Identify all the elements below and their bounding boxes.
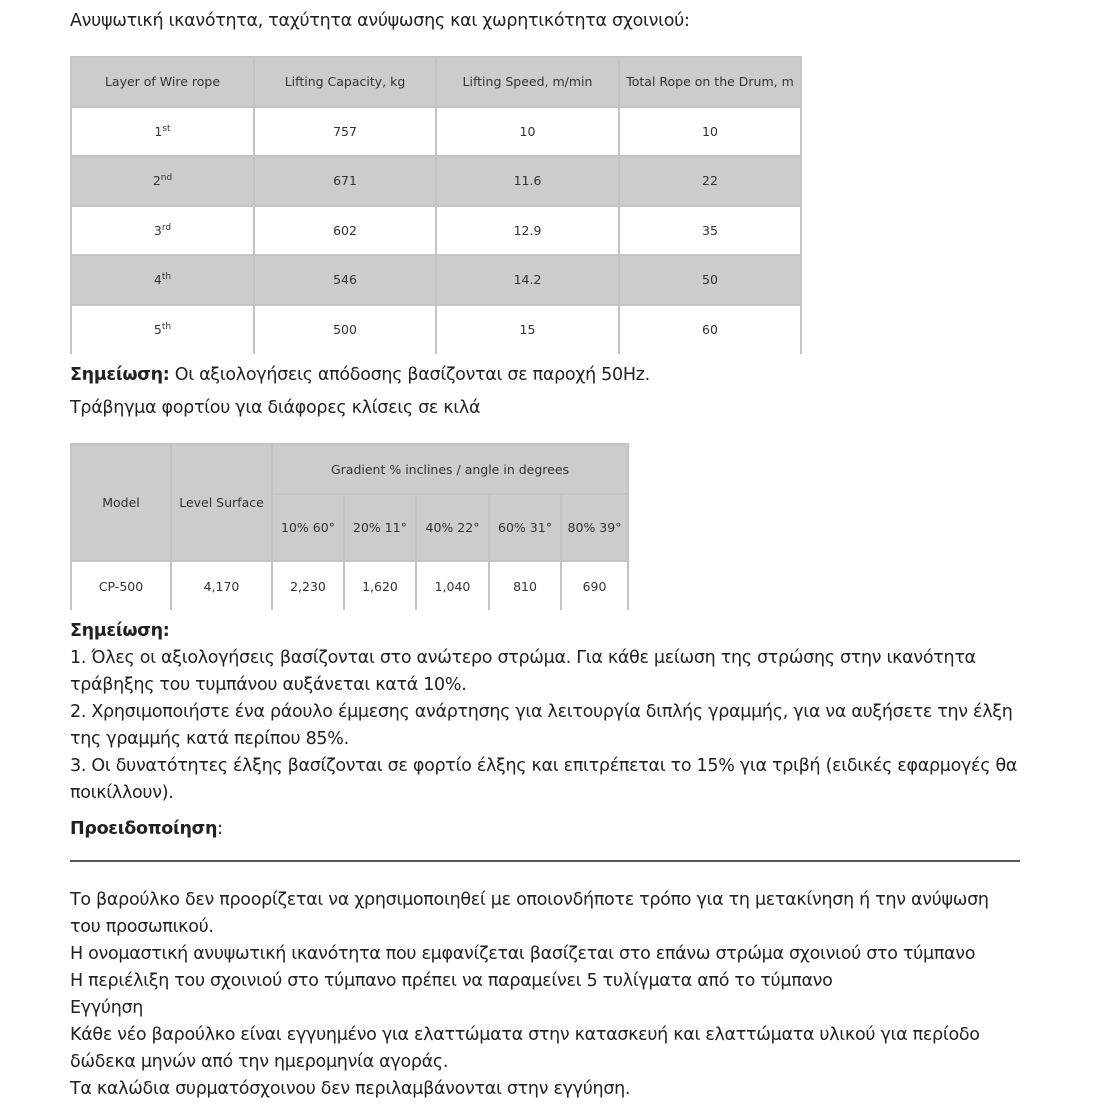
warning-body — [70, 887, 1020, 1103]
table-row — [71, 561, 628, 610]
cell-model: CP-500 — [71, 561, 171, 610]
cell-layer: 3rd — [71, 206, 254, 256]
cell-layer: 5th — [71, 305, 254, 355]
note-text: Οι αξιολογήσεις απόδοσης βασίζονται σε παροχή 50Hz. — [169, 365, 650, 385]
cell-speed: 15 — [436, 305, 619, 355]
warranty-line: Τα καλώδια συρματόσχοινου δεν περιλαμβάνονται στην εγγύηση. — [70, 1079, 631, 1099]
load-pull-table — [70, 443, 629, 610]
notes-label: Σημείωση: — [70, 621, 170, 641]
cell-rope: 35 — [619, 206, 801, 256]
warranty-heading: Εγγύηση — [70, 998, 144, 1018]
warning-label: Προειδοποίηση — [70, 819, 218, 839]
table-row — [71, 156, 801, 206]
cell-level: 4,170 — [171, 561, 272, 610]
header-speed: Lifting Speed, m/min — [436, 57, 619, 107]
cell-rope: 22 — [619, 156, 801, 206]
header-layer: Layer of Wire rope — [71, 57, 254, 107]
warning-line: Η περιέλιξη του σχοινιού στο τύμπανο πρέπει να παραμείνει 5 τυλίγματα από το τύμπανο — [70, 971, 833, 991]
warning-line: Το βαρούλκο δεν προορίζεται να χρησιμοποιηθεί με οποιονδήποτε τρόπο για τη μετακίνηση ή την ανύψωση του προσωπικού. — [70, 890, 989, 937]
table-row — [71, 305, 801, 355]
cell-rope: 60 — [619, 305, 801, 355]
note-item: 2. Χρησιμοποιήστε ένα ράουλο έμμεσης ανάρτησης για λειτουργία διπλής γραμμής, για να αυξήσετε την έλξη της γραμμής κατά περίπου 85%. — [70, 702, 1013, 749]
warranty-line: Κάθε νέο βαρούλκο είναι εγγυημένο για ελαττώματα στην κατασκευή και ελαττώματα υλικού για περίοδο δώδεκα μηνών από την ημερομηνία αγοράς. — [70, 1025, 980, 1072]
table-row — [71, 255, 801, 305]
header-grade-10: 10% 60° — [272, 494, 344, 561]
load-pull-heading: Τράβηγμα φορτίου για διάφορες κλίσεις σε κιλά — [70, 398, 481, 418]
cell-grade-60: 810 — [489, 561, 561, 610]
header-grade-40: 40% 22° — [416, 494, 489, 561]
cell-speed: 10 — [436, 107, 619, 157]
header-level-surface: Level Surface — [171, 444, 272, 561]
header-grade-80: 80% 39° — [561, 494, 628, 561]
notes-section — [70, 618, 1020, 807]
lifting-capacity-table — [70, 56, 802, 354]
cell-grade-20: 1,620 — [344, 561, 416, 610]
table-header-row — [71, 57, 801, 107]
divider — [70, 860, 1020, 862]
cell-grade-40: 1,040 — [416, 561, 489, 610]
note-item: 1. Όλες οι αξιολογήσεις βασίζονται στο ανώτερο στρώμα. Για κάθε μείωση της στρώσης στην ικανότητα τράβηξης του τυμπάνου αυξάνεται κατά 10%. — [70, 648, 976, 695]
cell-capacity: 500 — [254, 305, 436, 355]
cell-speed: 12.9 — [436, 206, 619, 256]
note-item: 3. Οι δυνατότητες έλξης βασίζονται σε φορτίο έλξης και επιτρέπεται το 15% για τριβή (ειδικές εφαρμογές θα ποικίλλουν). — [70, 756, 1018, 803]
cell-layer: 4th — [71, 255, 254, 305]
warning-line: Η ονομαστική ανυψωτική ικανότητα που εμφανίζεται βασίζεται στο επάνω στρώμα σχοινιού στο τύμπανο — [70, 944, 976, 964]
table-row — [71, 206, 801, 256]
cell-grade-80: 690 — [561, 561, 628, 610]
cell-layer: 2nd — [71, 156, 254, 206]
header-grade-20: 20% 11° — [344, 494, 416, 561]
header-gradient: Gradient % inclines / angle in degrees — [272, 444, 628, 494]
header-rope: Total Rope on the Drum, m — [619, 57, 801, 107]
note-label: Σημείωση: — [70, 365, 170, 385]
table-header-row — [71, 444, 628, 494]
cell-rope: 10 — [619, 107, 801, 157]
intro-heading: Ανυψωτική ικανότητα, ταχύτητα ανύψωσης και χωρητικότητα σχοινιού: — [70, 11, 690, 31]
cell-capacity: 671 — [254, 156, 436, 206]
cell-capacity: 602 — [254, 206, 436, 256]
cell-speed: 11.6 — [436, 156, 619, 206]
header-model: Model — [71, 444, 171, 561]
cell-capacity: 757 — [254, 107, 436, 157]
warning-heading: Προειδοποίηση: — [70, 819, 223, 839]
cell-capacity: 546 — [254, 255, 436, 305]
header-capacity: Lifting Capacity, kg — [254, 57, 436, 107]
cell-speed: 14.2 — [436, 255, 619, 305]
note-50hz — [70, 362, 650, 389]
header-grade-60: 60% 31° — [489, 494, 561, 561]
cell-grade-10: 2,230 — [272, 561, 344, 610]
cell-layer: 1st — [71, 107, 254, 157]
cell-rope: 50 — [619, 255, 801, 305]
table-row — [71, 107, 801, 157]
